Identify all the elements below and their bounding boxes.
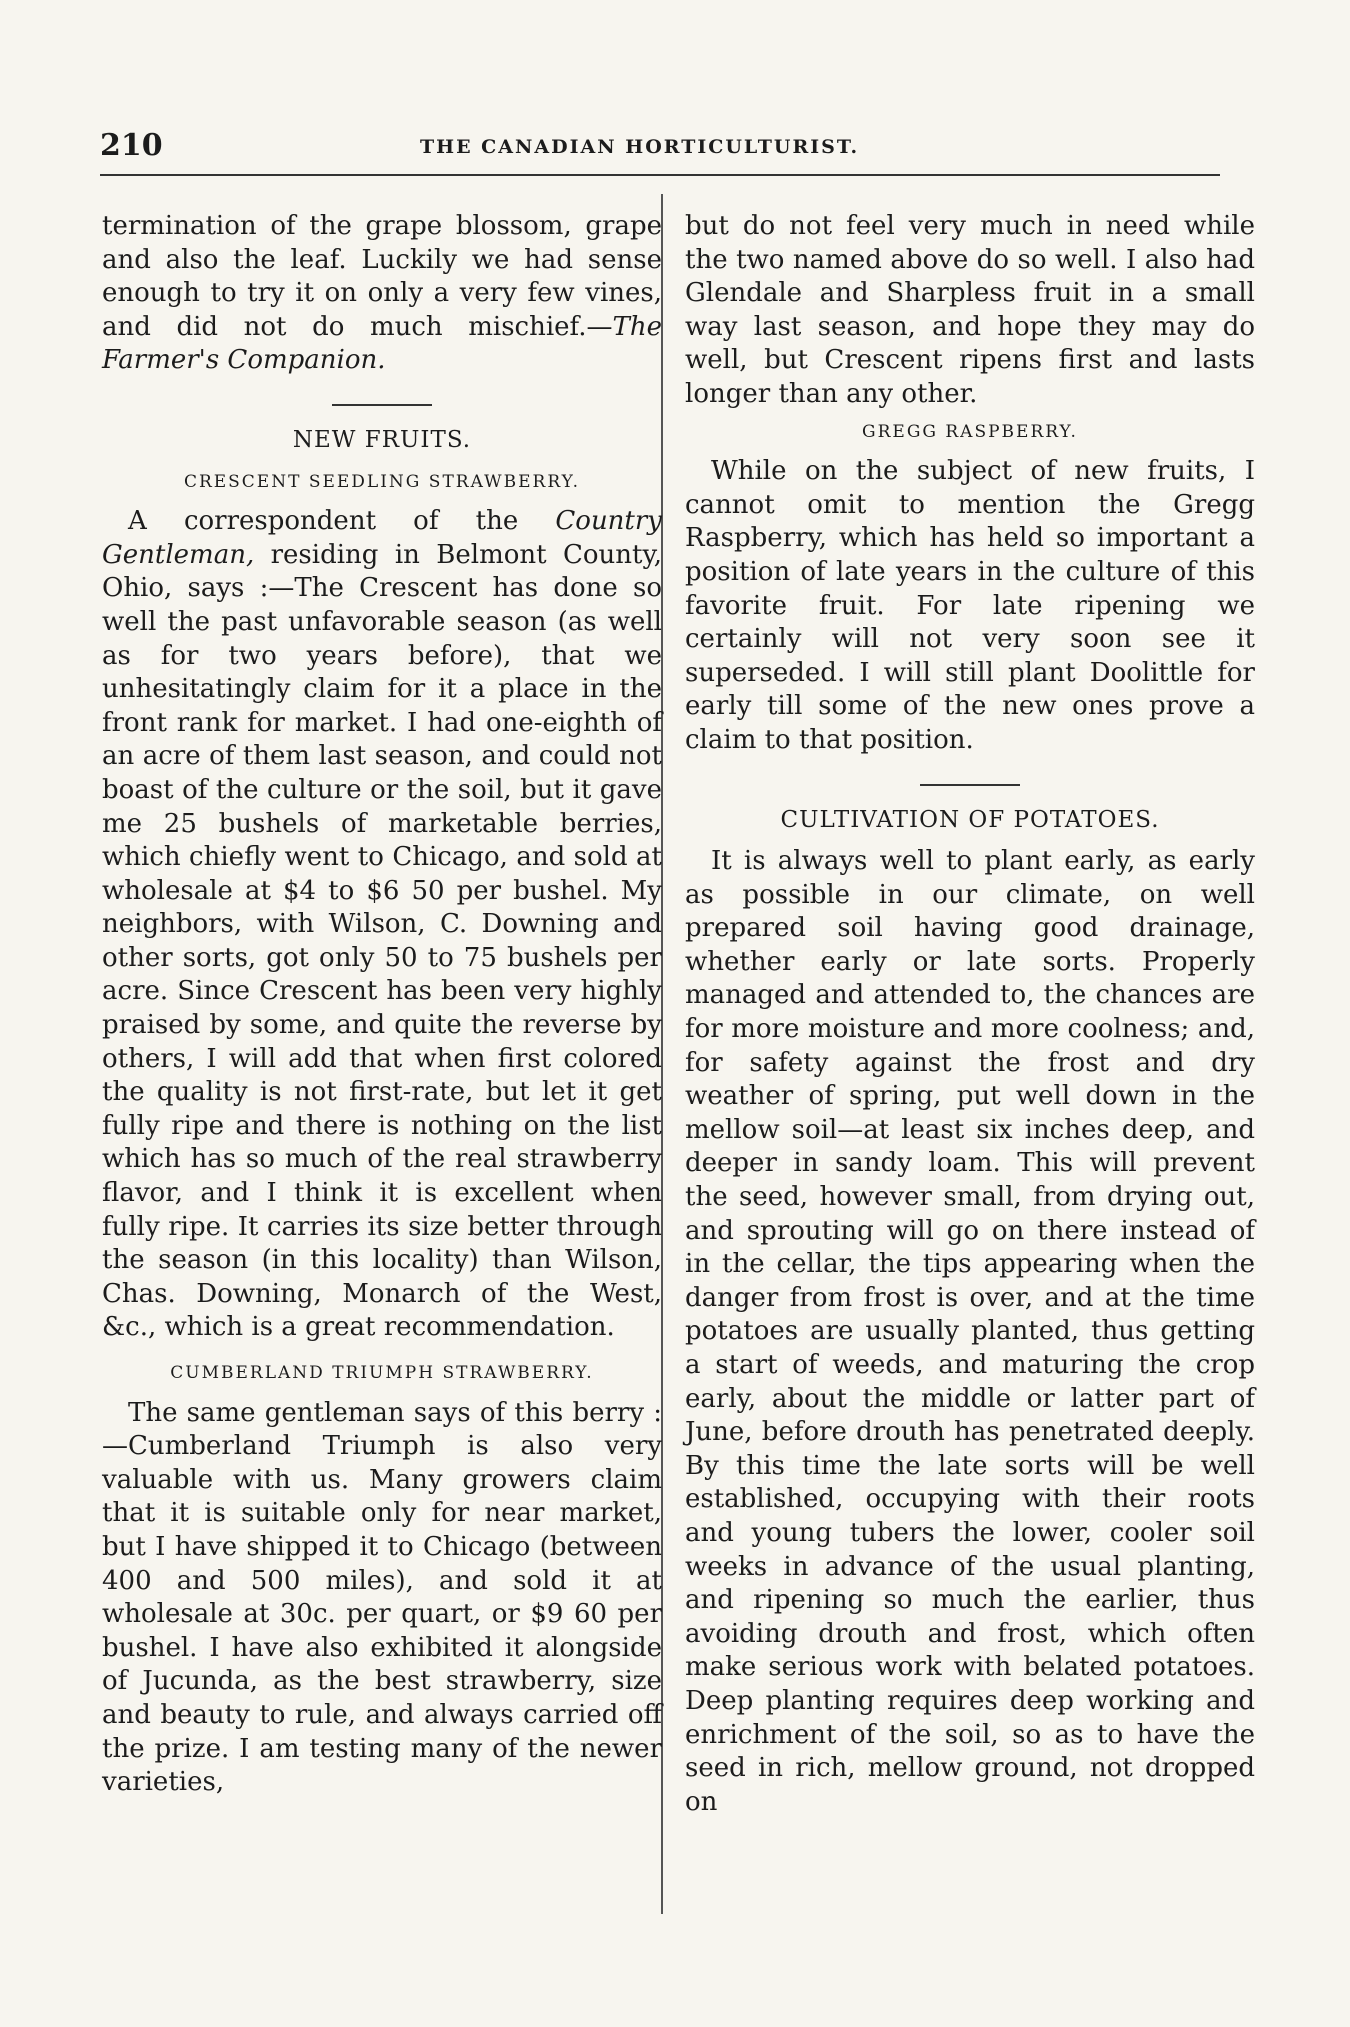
continued-paragraph: but do not feel very much in need while the two named above do so well. I also had Glendale and Sharpless fruit in a small way last season, and hope they may do well, but Crescent ripens first and lasts longer than any other. [685,211,1255,409]
section-title-new-fruits: NEW FRUITS. [292,426,472,453]
cumberland-paragraph: The same gentleman says of this berry :—Cumberland Triumph is also very valuable with us. Many growers claim that it is suitable only for near market, but I have shipped it to Chicago (between 400 and 500 miles), and sold it at wholesale at 30c. per quart, or $9 60 per bushel. I have also exhibited it alongside of Jucunda, as the best strawberry, size and beauty to rule, and always carried off the prize. I am testing many of the newer varieties, [102,1397,662,1798]
crescent-text-a: A correspondent of the [128,506,556,537]
crescent-source: Country Gentleman, [102,506,662,570]
subheading-gregg: GREGG RASPBERRY. [862,421,1078,442]
crescent-paragraph [102,505,662,1345]
section-title-potatoes: CULTIVATION OF POTATOES. [780,806,1160,833]
crescent-text-b: residing in Belmont County, Ohio, says :—The Crescent has done so well the past unfavorable season (as well as for two years before), that we unhesitatingly claim for it a place in the front rank for market. I had one-eighth of an acre of them last season, and could not boast of the culture or the soil, but it gave me 25 bushels of marketable berries, which chiefly went to Chicago, and sold at wholesale at $4 to $6 50 per bushel. My neighbors, with Wilson, C. Downing and other sorts, got only 50 to 75 bushels per acre. Since Crescent has been very highly praised by some, and quite the reverse by others, I will add that when first colored the quality is not first-rate, but let it get fully ripe and there is nothing on the list which has so much of the real strawberry flavor, and I think it is excellent when fully ripe. It carries its size better through the season (in this locality) than Wilson, Chas. Downing, Monarch of the West, &c., which is a great recommendation. [102,539,662,1343]
subheading-cumberland: CUMBERLAND TRIUMPH STRAWBERRY. [170,1363,594,1383]
spacer [102,1345,662,1353]
running-title: THE CANADIAN HORTICULTURIST. [420,136,860,158]
section-rule [332,404,432,406]
intro-text: termination of the grape blossom, grape and also the leaf. Luckily we had sense enough to try it on only a very few vines, and did not do much mischief.— [102,211,662,342]
left-column [102,210,662,1800]
page-number: 210 [100,128,163,163]
subheading-crescent: CRESCENT SEEDLING STRAWBERRY. [183,471,581,492]
intro-paragraph [102,210,662,378]
page-header [100,128,1220,168]
intro-source: The Farmer's Companion. [102,311,662,376]
header-rule [100,174,1220,176]
gregg-paragraph: While on the subject of new fruits, I cannot omit to mention the Gregg Raspberry, which has held so important a position of late years in the culture of this favorite fruit. For late ripening we certainly will not very soon see it superseded. I will still plant Doolittle for early till some of the new ones prove a claim to that position. [685,456,1255,755]
right-column [685,210,1255,1819]
potatoes-paragraph: It is always well to plant early, as early as possible in our climate, on well prepared soil having good drainage, whether early or late sorts. Properly managed and attended to, the chances are for more moisture and more coolness; and, for safety against the frost and dry weather of spring, put well down in the mellow soil—at least six inches deep, and deeper in sandy loam. This will prevent the seed, however small, from drying out, and sprouting will go on there instead of in the cellar, the tips appearing when the danger from frost is over, and at the time potatoes are usually planted, thus getting a start of weeds, and maturing the crop early, about the middle or latter part of June, before drouth has penetrated deeply. By this time the late sorts will be well established, occupying with their roots and young tubers the lower, cooler soil weeks in advance of the usual planting, and ripening so much the earlier, thus avoiding drouth and frost, which often make serious work with belated potatoes. Deep planting requires deep working and enrichment of the soil, so as to have the seed in rich, mellow ground, not dropped on [685,846,1255,1817]
section-rule-2 [920,784,1020,786]
